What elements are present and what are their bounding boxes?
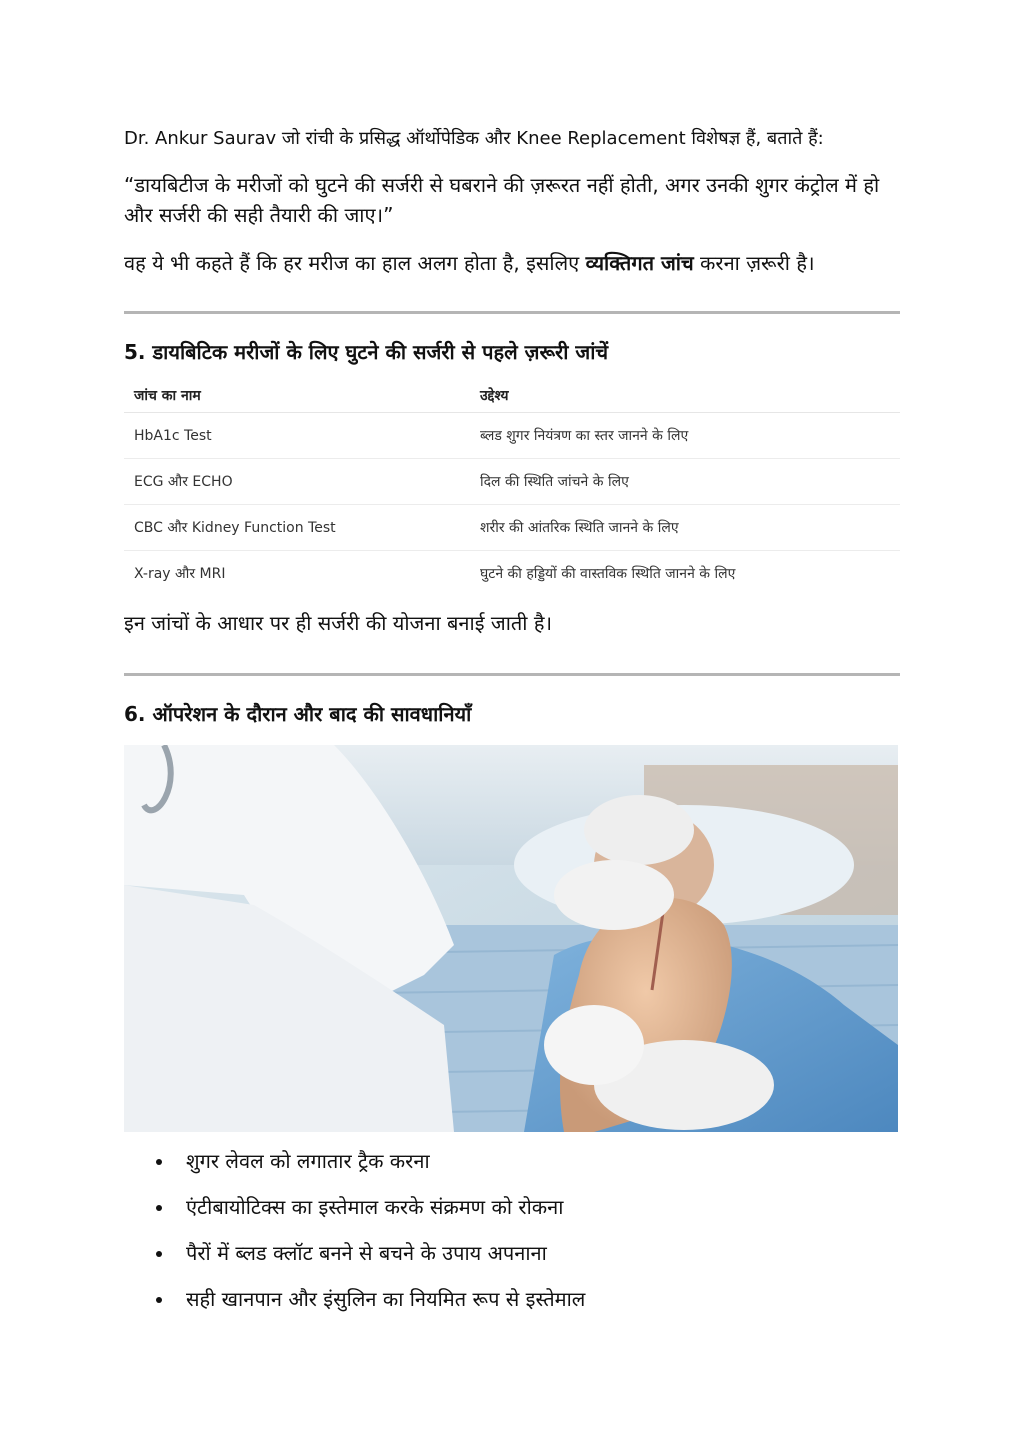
note-text-before: वह ये भी कहते हैं कि हर मरीज का हाल अलग होता है, इसलिए [124, 251, 586, 275]
precaution-text: एंटीबायोटिक्स का इस्तेमाल करके संक्रमण को रोकना [186, 1195, 564, 1219]
knee-examination-photo [124, 745, 898, 1132]
doctor-quote: “डायबिटीज के मरीजों को घुटने की सर्जरी से घबराने की ज़रूरत नहीं होती, अगर उनकी शुगर कंट्रोल में हो और सर्जरी की सही तैयारी की जाए।” [124, 173, 880, 227]
tests-closing-paragraph: इन जांचों के आधार पर ही सर्जरी की योजना बनाई जाती है। [124, 611, 553, 635]
bullet-icon [156, 1205, 162, 1211]
test-name-cell: CBC और Kidney Function Test [124, 505, 470, 551]
table-row [124, 551, 900, 597]
precaution-text: पैरों में ब्लड क्लॉट बनने से बचने के उपाय अपनाना [186, 1241, 547, 1265]
note-emphasis: व्यक्तिगत जांच [585, 251, 694, 275]
table-row [124, 505, 900, 551]
test-purpose-cell: दिल की स्थिति जांचने के लिए [470, 459, 900, 505]
bullet-icon [156, 1297, 162, 1303]
test-purpose-cell: घुटने की हड्डियों की वास्तविक स्थिति जानने के लिए [480, 566, 736, 582]
test-name-cell: ECG और ECHO [124, 459, 470, 505]
tests-table [124, 378, 900, 596]
bullet-icon [156, 1159, 162, 1165]
table-row [124, 413, 900, 459]
section-divider [124, 673, 900, 676]
column-header-test-name: जांच का नाम [124, 378, 470, 413]
test-purpose-cell: ब्लड शुगर नियंत्रण का स्तर जानने के लिए [470, 413, 900, 459]
list-item [154, 1192, 854, 1238]
section-heading-precautions: 6. ऑपरेशन के दौरान और बाद की सावधानियाँ [124, 702, 472, 726]
section-heading-tests: 5. डायबिटिक मरीजों के लिए घुटने की सर्जरी से पहले ज़रूरी जांचें [124, 340, 609, 364]
list-item [154, 1238, 854, 1284]
precaution-text: सही खानपान और इंसुलिन का नियमित रूप से इस्तेमाल [186, 1287, 586, 1311]
test-name-cell: X-ray और MRI [134, 566, 226, 582]
intro-paragraph: Dr. Ankur Saurav जो रांची के प्रसिद्ध ऑर्थोपेडिक और Knee Replacement विशेषज्ञ हैं, बताते हैं: [124, 128, 824, 149]
table-row [124, 459, 900, 505]
test-purpose-cell: शरीर की आंतरिक स्थिति जानने के लिए [470, 505, 900, 551]
individual-checkup-note [124, 248, 900, 278]
bullet-icon [156, 1251, 162, 1257]
precautions-list [154, 1146, 854, 1330]
note-text-after: करना ज़रूरी है। [693, 251, 815, 275]
list-item [154, 1146, 854, 1192]
list-item [154, 1284, 854, 1330]
column-header-purpose: उद्देश्य [470, 378, 900, 413]
table-header-row [124, 378, 900, 413]
section-divider [124, 311, 900, 314]
precaution-text: शुगर लेवल को लगातार ट्रैक करना [186, 1149, 430, 1173]
test-name-cell: HbA1c Test [124, 413, 470, 459]
